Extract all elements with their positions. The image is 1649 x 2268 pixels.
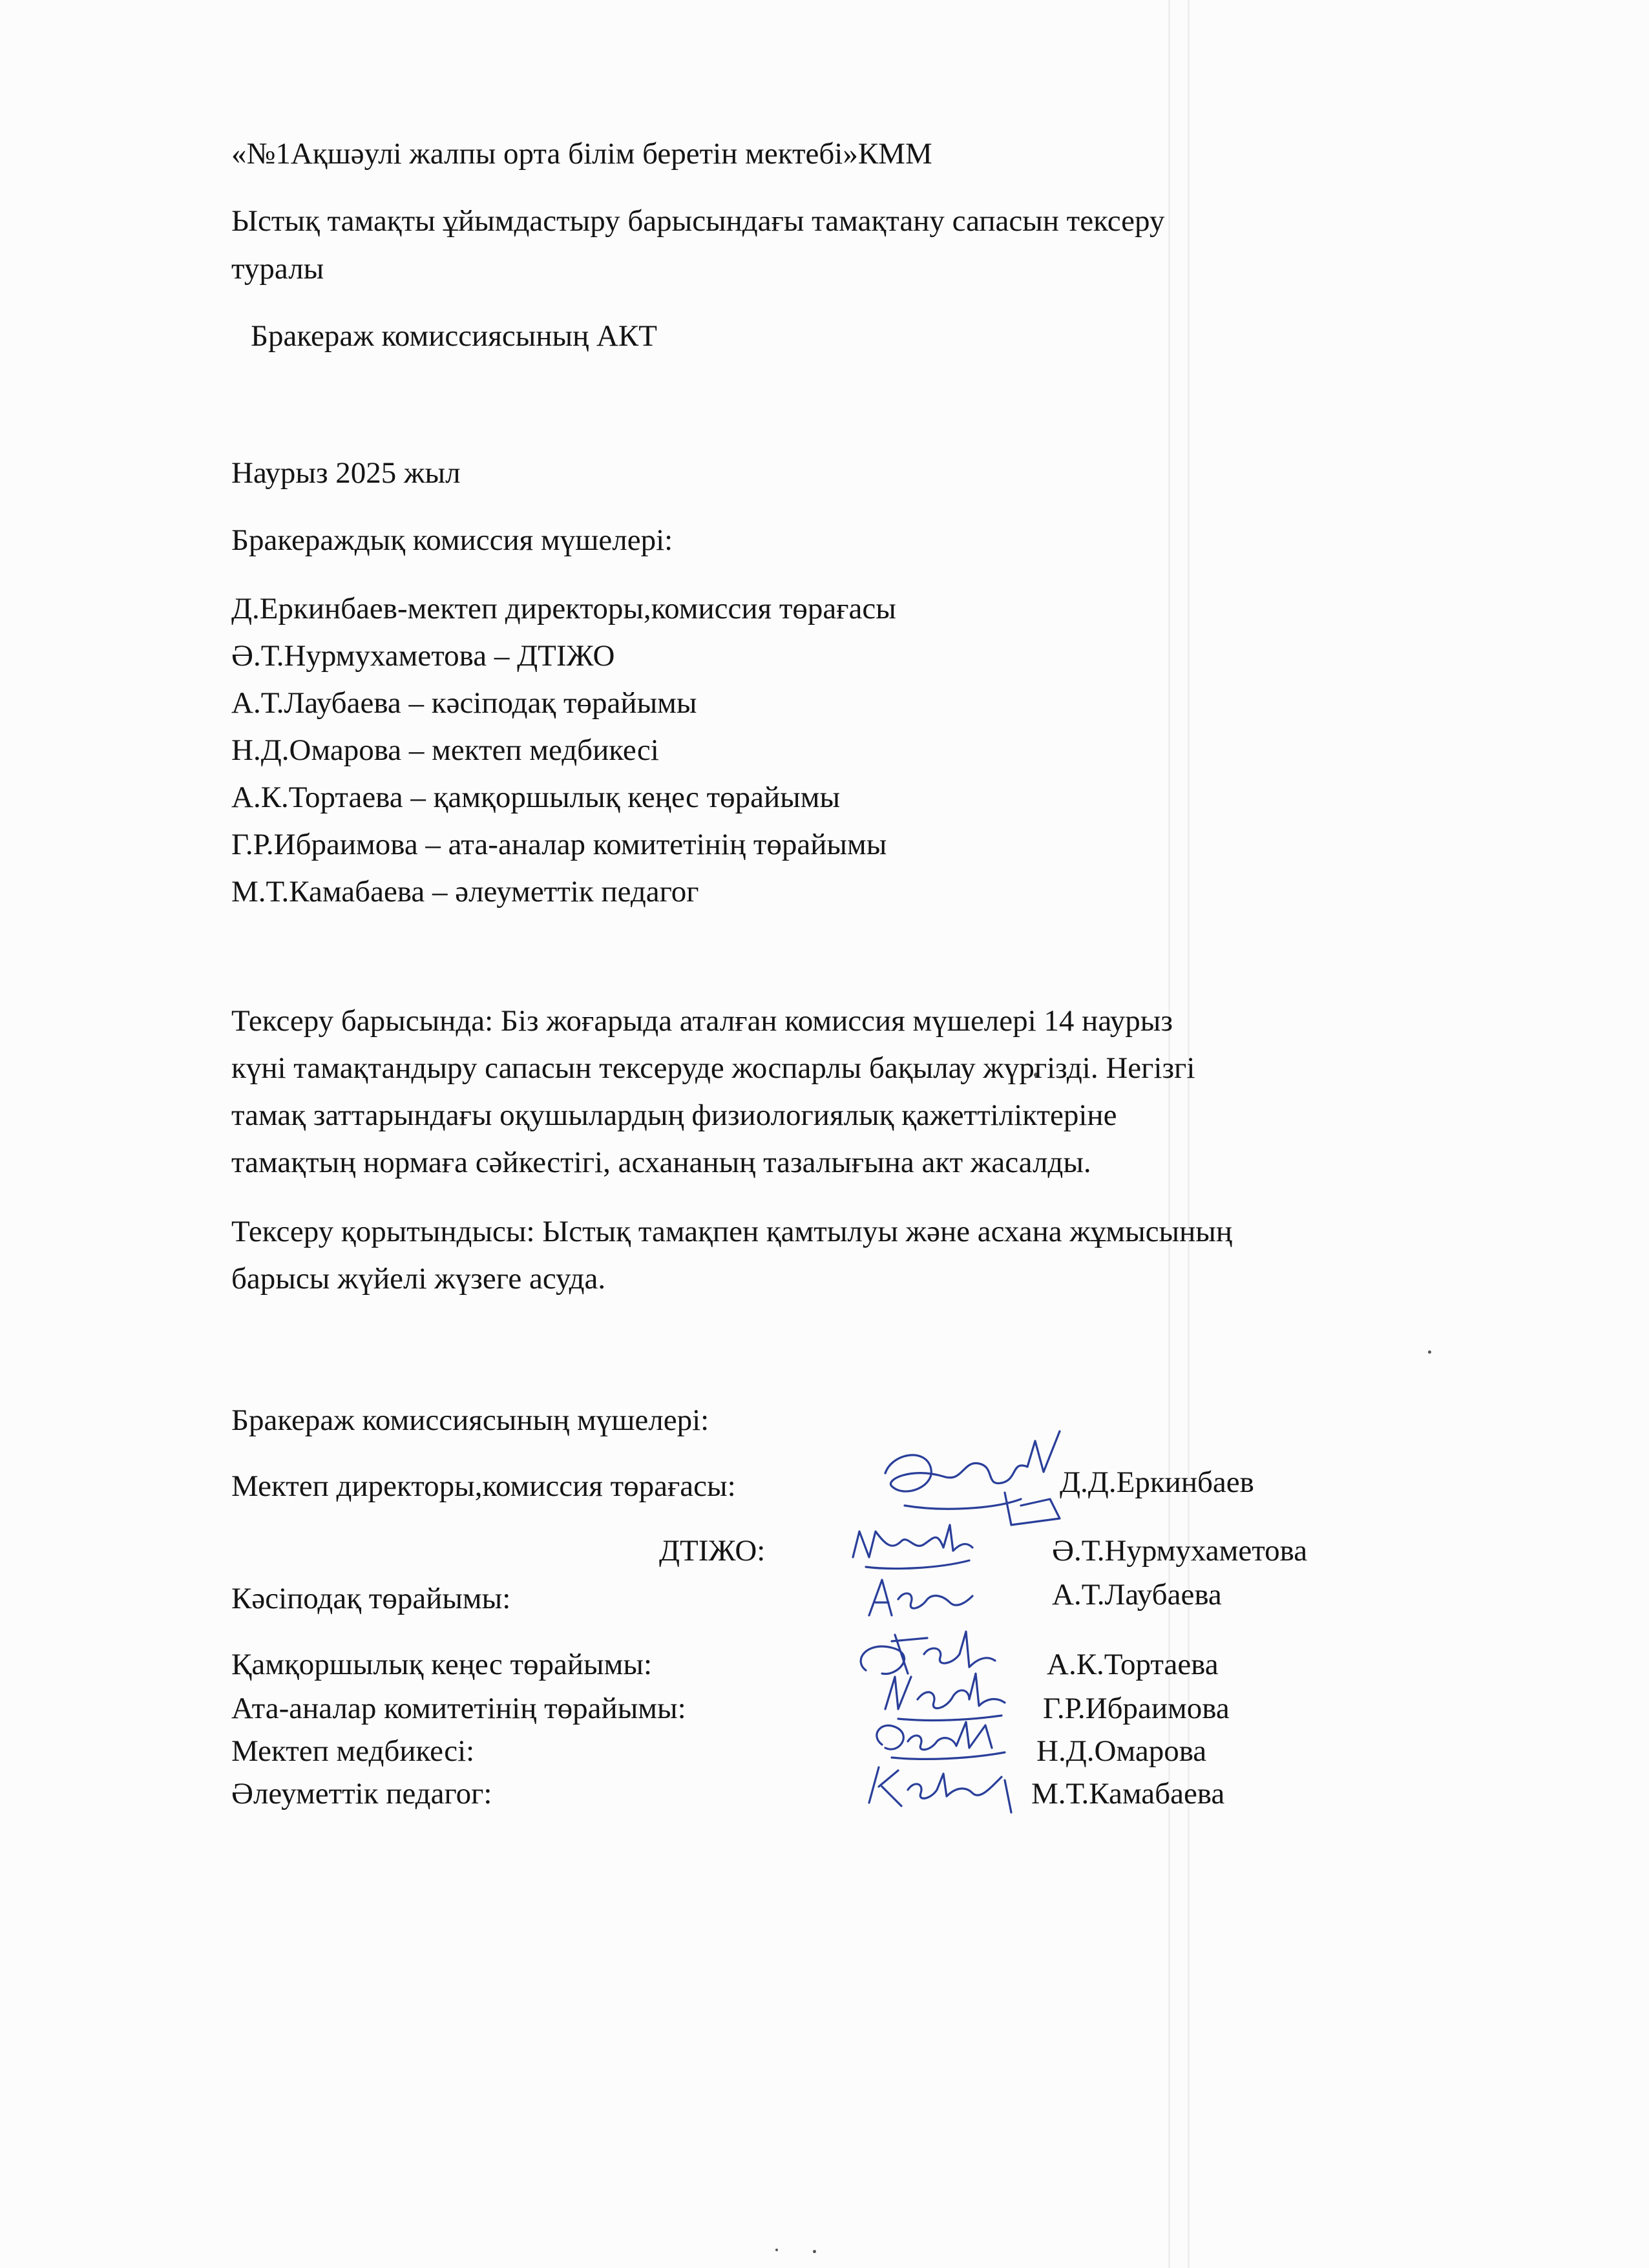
signature-name-nurse: Н.Д.Омарова (1036, 1734, 1207, 1768)
conclusion-line: Тексеру қорытындысы: Ыстық тамақпен қамтылуы және асхана жұмысының (231, 1215, 1233, 1248)
signature-name-director: Д.Д.Еркинбаев (1060, 1465, 1254, 1499)
inspection-line: тамақ заттарындағы оқушылардың физиологиялық қажеттіліктеріне (231, 1098, 1117, 1132)
signature-name-social-pedagogue: М.Т.Камабаева (1031, 1777, 1225, 1811)
subject-line-2: туралы (231, 252, 324, 286)
signature-name-parents: Г.Р.Ибраимова (1043, 1692, 1230, 1725)
organization-name: «№1Ақшәулі жалпы орта білім беретін мектебі»КММ (231, 137, 932, 171)
act-title: Бракераж комиссиясының АКТ (251, 319, 657, 353)
inspection-line: Тексеру барысында: Біз жоғарыда аталған комиссия мүшелері 14 наурыз (231, 1004, 1173, 1038)
members-heading: Бракераждық комиссия мүшелері: (231, 523, 673, 557)
signature-role-social-pedagogue: Әлеуметтік педагог: (231, 1777, 492, 1811)
signature-name-union: А.Т.Лаубаева (1052, 1578, 1222, 1612)
member-item: Д.Еркинбаев-мектеп директоры,комиссия төрағасы (231, 592, 896, 625)
signature-role-director: Мектеп директоры,комиссия төрағасы: (231, 1469, 736, 1503)
subject-line-1: Ыстық тамақты ұйымдастыру барысындағы тамақтану сапасын тексеру (231, 204, 1165, 238)
inspection-paragraph (231, 998, 1195, 1186)
document-date: Наурыз 2025 жыл (231, 456, 461, 490)
signature-role-parents: Ата-аналар комитетінің төрайымы: (231, 1692, 686, 1725)
signature-role-union: Кәсіподақ төрайымы: (231, 1582, 511, 1615)
member-item: Ә.Т.Нурмухаметова – ДТІЖО (231, 639, 615, 673)
member-item: А.Т.Лаубаева – кәсіподақ төрайымы (231, 686, 697, 720)
signature-role-dtizho: ДТІЖО: (659, 1534, 766, 1568)
inspection-line: тамақтың нормаға сәйкестігі, асхананың тазалығына акт жасалды. (231, 1146, 1091, 1179)
scan-speck (813, 2250, 816, 2253)
signature-role-nurse: Мектеп медбикесі: (231, 1734, 475, 1768)
member-item: М.Т.Камабаева – әлеуметтік педагог (231, 875, 699, 908)
conclusion-line: барысы жүйелі жүзеге асуда. (231, 1262, 606, 1296)
signature-role-trustee: Қамқоршылық кеңес төрайымы: (231, 1648, 653, 1681)
member-item: Г.Р.Ибраимова – ата-аналар комитетінің төрайымы (231, 828, 887, 861)
inspection-line: күні тамақтандыру сапасын тексеруде жоспарлы бақылау жүргізді. Негізгі (231, 1051, 1195, 1085)
member-item: А.К.Тортаева – қамқоршылық кеңес төрайымы (231, 781, 841, 814)
member-item: Н.Д.Омарова – мектеп медбикесі (231, 733, 659, 767)
members-list (231, 585, 896, 916)
signature-name-trustee: А.К.Тортаева (1047, 1648, 1219, 1681)
conclusion-paragraph (231, 1208, 1232, 1303)
scan-speck (1428, 1350, 1431, 1354)
scan-speck (775, 2249, 778, 2251)
signature-name-dtizho: Ә.Т.Нурмухаметова (1052, 1534, 1308, 1568)
social-pedagogue-signature-image (853, 1751, 1021, 1822)
signatures-heading: Бракераж комиссиясының мүшелері: (231, 1403, 709, 1437)
